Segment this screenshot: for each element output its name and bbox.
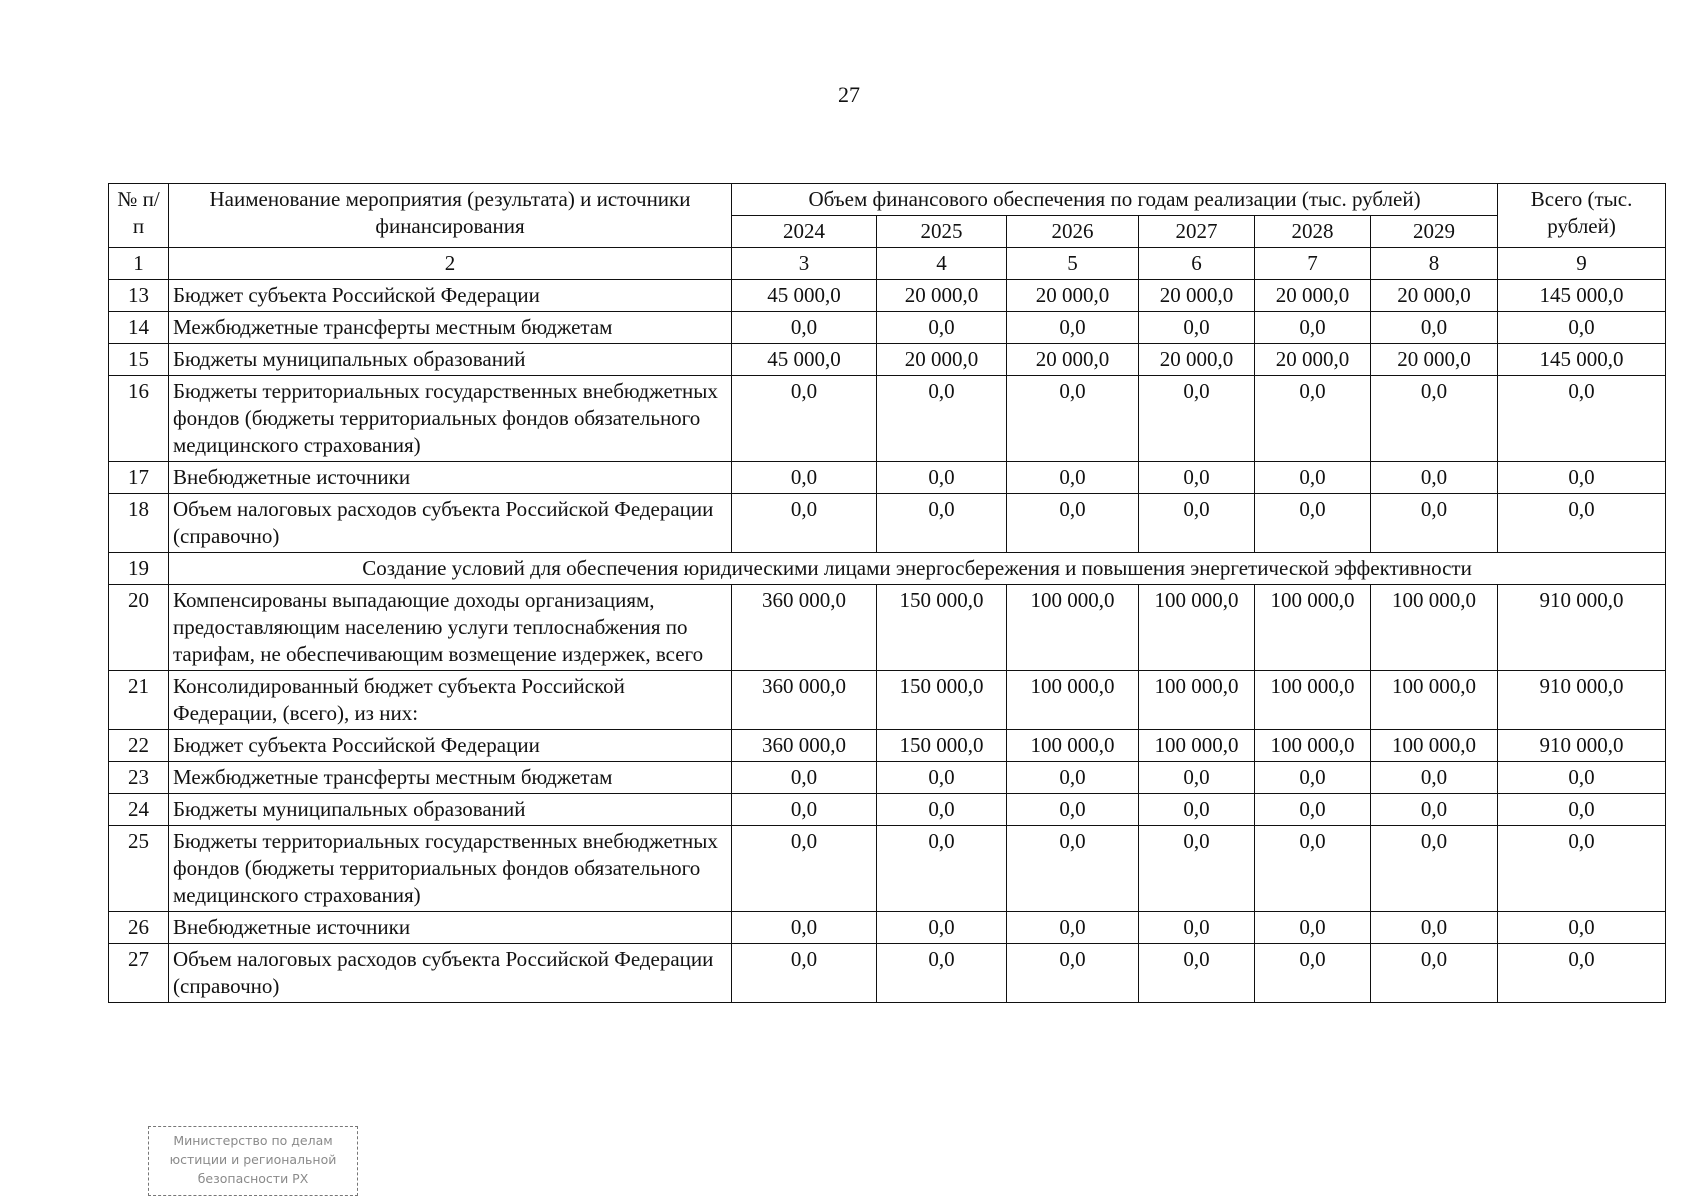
row-value: 20 000,0 [1255,344,1371,376]
row-value: 150 000,0 [877,585,1007,671]
column-number: 7 [1255,248,1371,280]
header-year: 2028 [1255,216,1371,248]
row-number: 19 [109,553,169,585]
table-row [109,912,1666,944]
row-value: 0,0 [1007,794,1139,826]
row-value: 100 000,0 [1255,671,1371,730]
row-value: 100 000,0 [1255,730,1371,762]
table-row [109,494,1666,553]
row-name: Бюджеты муниципальных образований [169,794,732,826]
row-name: Внебюджетные источники [169,912,732,944]
row-value: 0,0 [1371,912,1498,944]
header-year: 2025 [877,216,1007,248]
row-number: 24 [109,794,169,826]
row-value: 0,0 [1371,944,1498,1003]
row-value: 0,0 [1139,826,1255,912]
row-value: 0,0 [732,312,877,344]
table-row [109,794,1666,826]
row-total: 145 000,0 [1498,280,1666,312]
row-value: 100 000,0 [1139,585,1255,671]
row-value: 0,0 [877,794,1007,826]
row-value: 0,0 [1255,826,1371,912]
row-value: 0,0 [1139,944,1255,1003]
row-value: 360 000,0 [732,671,877,730]
row-value: 20 000,0 [877,344,1007,376]
row-value: 0,0 [1139,794,1255,826]
row-value: 100 000,0 [1255,585,1371,671]
row-value: 0,0 [732,762,877,794]
column-number: 2 [169,248,732,280]
row-number: 27 [109,944,169,1003]
row-total: 0,0 [1498,494,1666,553]
column-number: 9 [1498,248,1666,280]
row-value: 0,0 [732,826,877,912]
row-value: 360 000,0 [732,730,877,762]
row-value: 0,0 [1371,494,1498,553]
row-value: 0,0 [1007,912,1139,944]
row-value: 0,0 [732,944,877,1003]
row-value: 20 000,0 [1371,344,1498,376]
row-value: 0,0 [877,944,1007,1003]
row-number: 16 [109,376,169,462]
row-value: 0,0 [1255,944,1371,1003]
page-number: 27 [838,82,860,107]
row-value: 0,0 [1139,912,1255,944]
table-row [109,730,1666,762]
row-value: 20 000,0 [1139,344,1255,376]
row-value: 0,0 [1139,494,1255,553]
row-total: 0,0 [1498,376,1666,462]
table-row [109,312,1666,344]
row-name: Межбюджетные трансферты местным бюджетам [169,762,732,794]
header-year: 2024 [732,216,877,248]
table-row [109,944,1666,1003]
row-value: 100 000,0 [1139,671,1255,730]
row-value: 0,0 [1371,762,1498,794]
row-total: 145 000,0 [1498,344,1666,376]
row-value: 150 000,0 [877,730,1007,762]
row-value: 0,0 [877,312,1007,344]
column-number: 3 [732,248,877,280]
row-value: 0,0 [732,462,877,494]
row-value: 100 000,0 [1007,585,1139,671]
row-value: 20 000,0 [1007,344,1139,376]
row-value: 0,0 [877,494,1007,553]
row-name: Межбюджетные трансферты местным бюджетам [169,312,732,344]
row-value: 0,0 [1139,376,1255,462]
row-value: 0,0 [1371,826,1498,912]
column-number: 1 [109,248,169,280]
table-row [109,826,1666,912]
row-total: 0,0 [1498,312,1666,344]
stamp-line: Министерство по делам [173,1133,333,1148]
row-value: 0,0 [1007,312,1139,344]
row-value: 20 000,0 [1139,280,1255,312]
financing-table [108,183,1666,1003]
table-header [109,184,1666,280]
row-value: 20 000,0 [1255,280,1371,312]
row-value: 0,0 [1371,794,1498,826]
row-value: 0,0 [1139,762,1255,794]
header-num: № п/п [109,184,169,248]
row-number: 23 [109,762,169,794]
row-value: 0,0 [1371,462,1498,494]
row-value: 0,0 [877,462,1007,494]
row-value: 0,0 [877,762,1007,794]
row-value: 100 000,0 [1371,671,1498,730]
row-name: Объем налоговых расходов субъекта Российской Федерации (справочно) [169,494,732,553]
column-number: 6 [1139,248,1255,280]
row-value: 0,0 [1255,794,1371,826]
row-value: 0,0 [1007,462,1139,494]
row-number: 25 [109,826,169,912]
row-value: 0,0 [877,376,1007,462]
row-value: 100 000,0 [1139,730,1255,762]
row-value: 0,0 [1007,826,1139,912]
row-name: Консолидированный бюджет субъекта Российской Федерации, (всего), из них: [169,671,732,730]
row-value: 0,0 [732,794,877,826]
table-row [109,376,1666,462]
row-value: 0,0 [877,826,1007,912]
row-number: 15 [109,344,169,376]
row-total: 0,0 [1498,762,1666,794]
row-total: 0,0 [1498,826,1666,912]
header-year: 2027 [1139,216,1255,248]
row-value: 0,0 [1371,376,1498,462]
table-row [109,585,1666,671]
row-value: 0,0 [1255,762,1371,794]
table-body [109,280,1666,1003]
row-value: 0,0 [1255,376,1371,462]
header-total: Всего (тыс. рублей) [1498,184,1666,248]
row-number: 20 [109,585,169,671]
row-total: 910 000,0 [1498,730,1666,762]
header-year: 2026 [1007,216,1139,248]
row-value: 0,0 [1255,912,1371,944]
header-year: 2029 [1371,216,1498,248]
row-value: 0,0 [1007,762,1139,794]
row-value: 360 000,0 [732,585,877,671]
column-numbers-row [109,248,1666,280]
table-row [109,762,1666,794]
row-value: 0,0 [1139,312,1255,344]
row-value: 0,0 [1371,312,1498,344]
row-value: 0,0 [1255,462,1371,494]
row-total: 910 000,0 [1498,671,1666,730]
row-number: 17 [109,462,169,494]
row-value: 45 000,0 [732,344,877,376]
row-value: 150 000,0 [877,671,1007,730]
row-number: 13 [109,280,169,312]
section-row [109,553,1666,585]
row-value: 0,0 [1255,494,1371,553]
row-value: 20 000,0 [1007,280,1139,312]
row-value: 0,0 [877,912,1007,944]
row-name: Внебюджетные источники [169,462,732,494]
section-title: Создание условий для обеспечения юридическими лицами энергосбережения и повышения энергетической эффективности [169,553,1666,585]
table-row [109,344,1666,376]
row-name: Бюджеты муниципальных образований [169,344,732,376]
row-number: 21 [109,671,169,730]
row-value: 100 000,0 [1007,671,1139,730]
stamp-line: юстиции и региональной [169,1152,337,1167]
row-value: 100 000,0 [1007,730,1139,762]
table-row [109,462,1666,494]
row-number: 14 [109,312,169,344]
row-name: Бюджеты территориальных государственных внебюджетных фондов (бюджеты территориальных фондов обязательного медицинского страхования) [169,376,732,462]
row-total: 910 000,0 [1498,585,1666,671]
column-number: 8 [1371,248,1498,280]
registration-stamp [148,1126,358,1196]
header-name: Наименование мероприятия (результата) и источники финансирования [169,184,732,248]
row-total: 0,0 [1498,794,1666,826]
row-value: 45 000,0 [732,280,877,312]
stamp-line: безопасности РХ [197,1171,309,1186]
row-total: 0,0 [1498,462,1666,494]
column-number: 5 [1007,248,1139,280]
row-number: 18 [109,494,169,553]
header-funding: Объем финансового обеспечения по годам реализации (тыс. рублей) [732,184,1498,216]
row-value: 0,0 [732,494,877,553]
row-total: 0,0 [1498,912,1666,944]
row-value: 0,0 [732,376,877,462]
row-value: 100 000,0 [1371,730,1498,762]
row-value: 20 000,0 [1371,280,1498,312]
row-name: Бюджет субъекта Российской Федерации [169,280,732,312]
row-value: 0,0 [1007,376,1139,462]
row-value: 0,0 [1139,462,1255,494]
table-row [109,671,1666,730]
row-value: 20 000,0 [877,280,1007,312]
row-name: Объем налоговых расходов субъекта Российской Федерации (справочно) [169,944,732,1003]
row-value: 0,0 [1255,312,1371,344]
row-value: 0,0 [1007,944,1139,1003]
row-value: 100 000,0 [1371,585,1498,671]
row-number: 26 [109,912,169,944]
row-value: 0,0 [732,912,877,944]
table-row [109,280,1666,312]
column-number: 4 [877,248,1007,280]
row-value: 0,0 [1007,494,1139,553]
row-name: Бюджеты территориальных государственных внебюджетных фондов (бюджеты территориальных фондов обязательного медицинского страхования) [169,826,732,912]
row-name: Компенсированы выпадающие доходы организациям, предоставляющим населению услуги теплоснабжения по тарифам, не обеспечивающим возмещение издержек, всего [169,585,732,671]
row-number: 22 [109,730,169,762]
row-name: Бюджет субъекта Российской Федерации [169,730,732,762]
row-total: 0,0 [1498,944,1666,1003]
